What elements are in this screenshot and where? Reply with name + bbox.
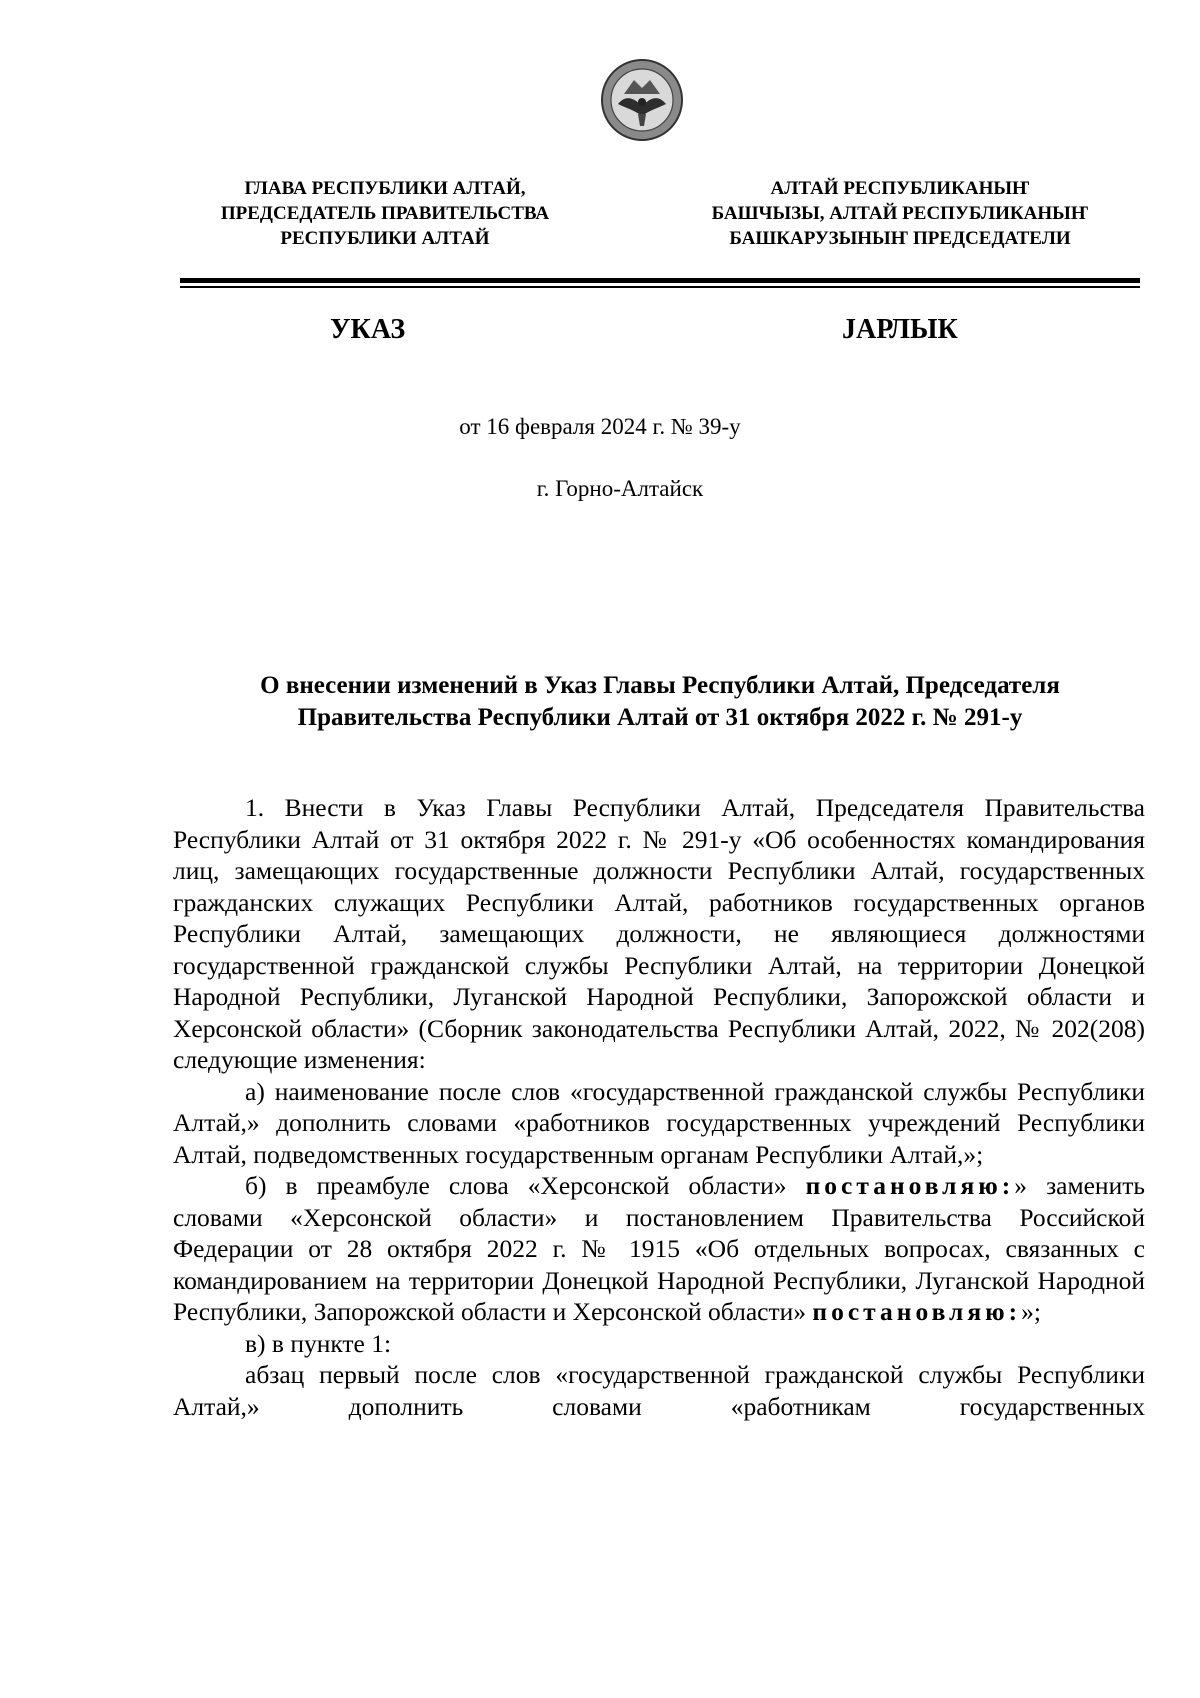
paragraph-a: а) наименование после слов «государственной гражданской службы Республики Алтай,» дополнить словами «работников государственных учреждений Республики Алтай, подведомственных государственным органам Республики Алтай,»; <box>173 1076 1145 1169</box>
paragraph-1: 1. Внести в Указ Главы Республики Алтай, Председателя Правительства Республики Алтай от 31 октября 2022 г. № 291-у «Об особенностях командирования лиц, замещающих государственные должности Республики Алтай, государственных гражданских служащих Республики Алтай, работников государственных органов Республики Алтай, замещающих должности, не являющиеся должностями государственной гражданской службы Республики Алтай, на территории Донецкой Народной Республики, Луганской Народной Республики, Запорожской области и Херсонской области» (Сборник законодательства Республики Алтай, 2022, № 202(208) следующие изменения: <box>173 793 1145 1074</box>
header-divider-thin <box>180 286 1140 288</box>
header-right-line-3: БАШКАРУЗЫНЫҤ ПРЕДСЕДАТЕЛИ <box>729 228 1071 249</box>
header-right-line-2: БАШЧЫЗЫ, АЛТАЙ РЕСПУБЛИКАНЫҤ <box>711 203 1089 224</box>
header-right <box>650 176 1150 251</box>
header-left <box>180 176 590 251</box>
spaced-keyword-2: постановляю: <box>812 1297 1022 1326</box>
decree-title <box>180 670 1140 734</box>
header-left-line-2: ПРЕДСЕДАТЕЛЬ ПРАВИТЕЛЬСТВА <box>220 203 550 224</box>
decree-body <box>173 792 1145 1422</box>
paragraph-b-text-1: б) в преамбуле слова «Херсонской области» <box>245 1171 806 1200</box>
header-left-line-1: ГЛАВА РЕСПУБЛИКИ АЛТАЙ, <box>244 178 526 199</box>
paragraph-b-text-3: »; <box>1021 1297 1041 1326</box>
republic-emblem-icon <box>600 58 684 142</box>
header-left-line-3: РЕСПУБЛИКИ АЛТАЙ <box>280 228 490 249</box>
decree-title-line-2: Правительства Республики Алтай от 31 октября 2022 г. № 291-у <box>297 704 1023 731</box>
doc-type-altai: ЈАРЛЫК <box>842 314 958 345</box>
decree-date-number: от 16 февраля 2024 г. № 39-у <box>459 414 741 439</box>
header-right-line-1: АЛТАЙ РЕСПУБЛИКАНЫҤ <box>770 178 1030 199</box>
header-divider-thick <box>180 278 1140 283</box>
spaced-keyword-1: постановляю: <box>805 1171 1015 1200</box>
decree-title-line-1: О внесении изменений в Указ Главы Республики Алтай, Председателя <box>260 672 1060 699</box>
paragraph-v: в) в пункте 1: <box>245 1328 392 1358</box>
paragraph-v-detail: абзац первый после слов «государственной гражданской службы Республики Алтай,» дополнить словами «работникам государственных <box>173 1360 1145 1421</box>
paragraph-b-text-2: » заменить словами «Херсонской области» и постановлением Правительства Российской Федерации от 28 октября 2022 г. № 1915 «Об отдельных вопросах, связанных с командированием на территории Донецкой Народной Республики, Луганской Народной Республики, Запорожской области и Херсонской области» <box>173 1171 1145 1326</box>
doc-type-russian: УКАЗ <box>330 314 406 345</box>
decree-city: г. Горно-Алтайск <box>536 476 704 501</box>
paragraph-b <box>173 1170 1145 1328</box>
